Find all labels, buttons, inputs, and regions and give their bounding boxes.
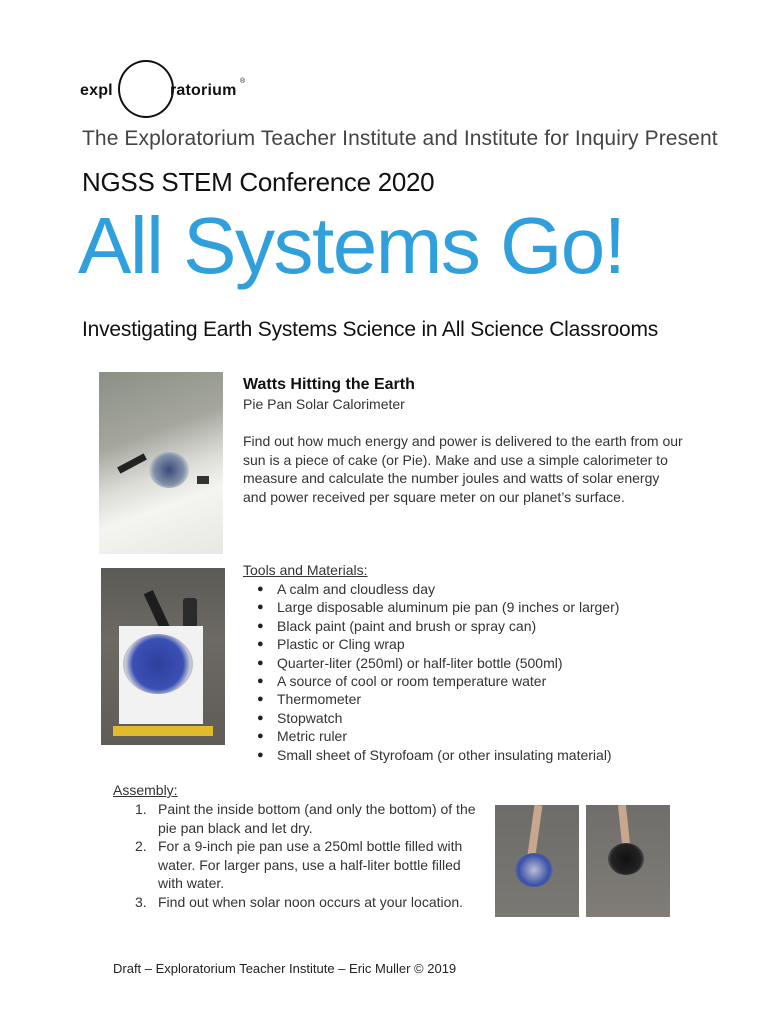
assembly-steps (135, 800, 485, 911)
black-pan-photo (586, 805, 670, 917)
step-number: 2. (135, 838, 147, 854)
logo-ring-icon (118, 60, 174, 118)
list-item (257, 672, 619, 690)
tool-item-text: Plastic or Cling wrap (277, 636, 405, 653)
bullet-icon: ● (257, 638, 264, 651)
list-item (257, 580, 619, 598)
list-item (257, 617, 619, 635)
list-item (257, 654, 619, 672)
arm-shape (528, 805, 543, 855)
logo-registered-mark: ® (240, 78, 246, 85)
arm-shape (618, 805, 630, 845)
footer-text: Draft – Exploratorium Teacher Institute – Eric Muller © 2019 (113, 961, 457, 976)
list-item (135, 837, 485, 893)
presenter-line: The Exploratorium Teacher Institute and Institute for Inquiry Present (82, 127, 718, 150)
tools-list (257, 580, 619, 764)
brush-shape (117, 453, 147, 473)
logo-text-left: expl (80, 82, 113, 99)
conference-title: NGSS STEM Conference 2020 (82, 167, 435, 197)
bullet-icon: ● (257, 583, 264, 595)
list-item (257, 727, 619, 745)
list-item (257, 598, 619, 616)
materials-photo (101, 568, 225, 745)
tools-heading: Tools and Materials: (243, 562, 368, 578)
step-number: 1. (135, 801, 147, 817)
page-subtitle: Investigating Earth Systems Science in All Science Classrooms (82, 318, 659, 341)
bullet-icon: ● (257, 693, 264, 706)
tool-item-text: Large disposable aluminum pie pan (9 inches or larger) (277, 599, 620, 616)
tool-item-text: A calm and cloudless day (277, 581, 435, 597)
list-item (257, 635, 619, 653)
step-number: 3. (135, 893, 147, 910)
pie-pan-shape (515, 853, 553, 887)
page-title: All Systems Go! (78, 201, 625, 290)
list-item (257, 746, 619, 764)
metric-ruler-shape (113, 726, 213, 736)
bullet-icon: ● (257, 674, 264, 687)
list-item (257, 709, 619, 727)
step-text: Find out when solar noon occurs at your location. (158, 893, 464, 910)
bullet-icon: ● (257, 711, 264, 724)
bullet-icon: ● (257, 619, 264, 632)
blue-pie-pan-shape (123, 634, 193, 694)
tool-item-text: Stopwatch (277, 709, 343, 726)
thermometer-shape (197, 476, 209, 484)
logo-text-right: ratorium (170, 82, 237, 99)
list-item (135, 800, 485, 837)
step-text: Paint the inside bottom (and only the bottom) of the pie pan black and let dry. (158, 801, 476, 836)
assembly-heading: Assembly: (113, 782, 178, 798)
tool-item-text: Small sheet of Styrofoam (or other insulating material) (277, 746, 612, 763)
list-item (257, 690, 619, 708)
calorimeter-photo-sunlit (99, 372, 223, 554)
tool-item-text: Black paint (paint and brush or spray can) (277, 617, 537, 634)
activity-title: Watts Hitting the Earth (243, 376, 415, 393)
pan-with-water-photo (495, 805, 579, 917)
tool-item-text: Metric ruler (277, 728, 348, 745)
exploratorium-logo (80, 60, 260, 120)
pie-pan-shape (149, 452, 189, 488)
tool-item-text: Thermometer (277, 691, 362, 708)
bullet-icon: ● (257, 730, 264, 743)
bullet-icon: ● (257, 601, 264, 614)
tool-item-text: A source of cool or room temperature water (277, 672, 547, 689)
list-item (135, 893, 485, 912)
black-pie-pan-shape (608, 843, 644, 875)
activity-description: Find out how much energy and power is delivered to the earth from our sun is a piece of cake (or Pie). Make and use a simple calorimeter to measure and calculate the number joules and watts of solar energy and power received per square meter on our planet’s surface. (243, 433, 683, 505)
activity-subtitle: Pie Pan Solar Calorimeter (243, 396, 405, 412)
step-text: For a 9-inch pie pan use a 250ml bottle filled with water. For larger pans, use a half-liter bottle filled with water. (158, 838, 463, 891)
bullet-icon: ● (257, 748, 264, 761)
tool-item-text: Quarter-liter (250ml) or half-liter bottle (500ml) (277, 654, 563, 671)
bullet-icon: ● (257, 656, 264, 669)
